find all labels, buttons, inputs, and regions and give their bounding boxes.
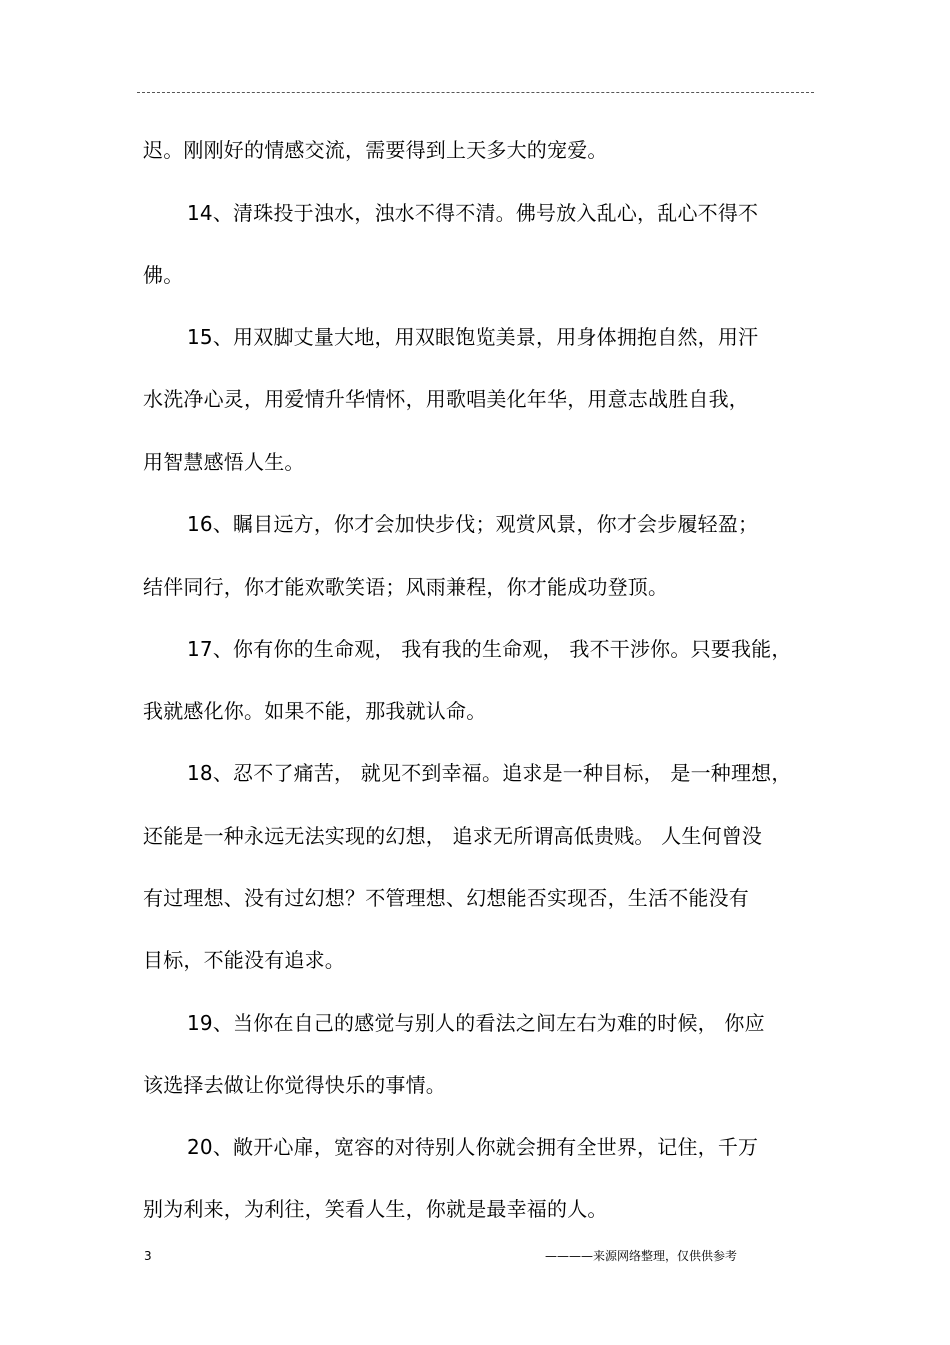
text-line: 用智慧感悟人生。 bbox=[143, 450, 305, 474]
text-line: 14、清珠投于浊水，浊水不得不清。佛号放入乱心，乱心不得不 bbox=[187, 201, 759, 225]
text-line: 水洗净心灵，用爱情升华情怀，用歌唱美化年华，用意志战胜自我， bbox=[143, 387, 749, 411]
text-line: 17、你有你的生命观， 我有我的生命观， 我不干涉你。只要我能， bbox=[187, 637, 792, 661]
text-line: 该选择去做让你觉得快乐的事情。 bbox=[143, 1073, 446, 1097]
page-number: 3 bbox=[144, 1249, 152, 1263]
text-line: 16、瞩目远方，你才会加快步伐；观赏风景，你才会步履轻盈； bbox=[187, 512, 759, 536]
text-line: 我就感化你。如果不能，那我就认命。 bbox=[143, 699, 487, 723]
text-line: 迟。刚刚好的情感交流，需要得到上天多大的宠爱。 bbox=[143, 138, 608, 162]
source-note: ————来源网络整理，仅供供参考 bbox=[545, 1249, 738, 1263]
text-line: 20、敞开心扉，宽容的对待别人你就会拥有全世界，记住，千万 bbox=[187, 1135, 759, 1159]
text-line: 目标，不能没有追求。 bbox=[143, 948, 345, 972]
text-line: 佛。 bbox=[143, 263, 184, 287]
text-line: 19、当你在自己的感觉与别人的看法之间左右为难的时候， 你应 bbox=[187, 1011, 765, 1035]
text-line: 还能是一种永远无法实现的幻想， 追求无所谓高低贵贱。 人生何曾没 bbox=[143, 824, 763, 848]
text-line: 15、用双脚丈量大地，用双眼饱览美景，用身体拥抱自然，用汗 bbox=[187, 325, 759, 349]
text-line: 结伴同行，你才能欢歌笑语；风雨兼程，你才能成功登顶。 bbox=[143, 575, 669, 599]
header-divider bbox=[137, 92, 814, 93]
text-line: 别为利来，为利往，笑看人生，你就是最幸福的人。 bbox=[143, 1197, 608, 1221]
text-line: 有过理想、没有过幻想？不管理想、幻想能否实现否，生活不能没有 bbox=[143, 886, 749, 910]
text-line: 18、忍不了痛苦， 就见不到幸福。追求是一种目标， 是一种理想， bbox=[187, 761, 792, 785]
